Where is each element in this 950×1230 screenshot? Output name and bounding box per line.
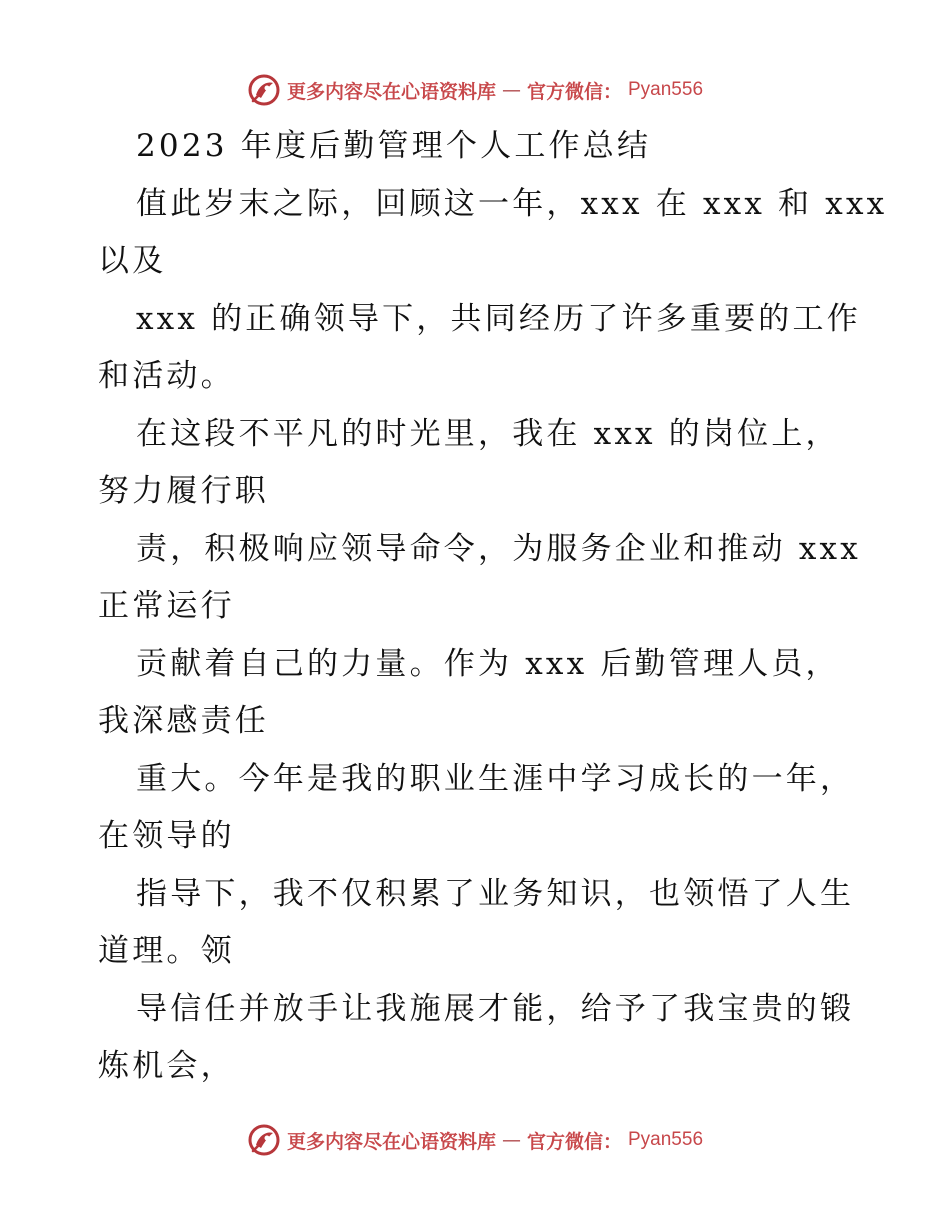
banner-separator: —: [501, 79, 521, 101]
header-banner: [0, 70, 950, 110]
text-line: xxx 的正确领导下，共同经历了许多重要的工作: [136, 300, 861, 337]
text-line: 责，积极响应领导命令，为服务企业和推动 xxx: [136, 530, 861, 567]
text-line: 炼机会，: [98, 1048, 235, 1084]
banner-text: 更多内容尽在心语资料库: [286, 80, 496, 103]
banner-wechat-id: Pyan556: [628, 79, 704, 100]
text-line: 重大。今年是我的职业生涯中学习成长的一年，: [136, 760, 855, 797]
banner-wechat-label: 官方微信：: [526, 80, 622, 103]
footer-banner: [0, 1120, 950, 1160]
text-line: 值此岁末之际，回顾这一年，xxx 在 xxx 和 xxx: [136, 185, 888, 222]
text-line: 导信任并放手让我施展才能，给予了我宝贵的锻: [136, 990, 855, 1027]
seal-logo-icon: [247, 1123, 281, 1157]
document-title: 2023 年度后勤管理个人工作总结: [136, 128, 652, 164]
text-line: 道理。领: [98, 933, 235, 969]
banner-text: 更多内容尽在心语资料库: [286, 1130, 496, 1153]
banner-separator: —: [501, 1129, 521, 1151]
seal-logo-icon: [247, 73, 281, 107]
text-line: 贡献着自己的力量。作为 xxx 后勤管理人员，: [136, 645, 840, 682]
text-line: 努力履行职: [98, 473, 269, 509]
banner-wechat-id: Pyan556: [628, 1129, 704, 1150]
text-line: 指导下，我不仅积累了业务知识，也领悟了人生: [136, 875, 855, 912]
banner-wechat-label: 官方微信：: [526, 1130, 622, 1153]
text-line: 在领导的: [98, 818, 235, 854]
text-line: 我深感责任: [98, 703, 269, 739]
text-line: 正常运行: [98, 588, 235, 624]
document-body: [98, 118, 888, 1096]
text-line: 和活动。: [98, 358, 235, 394]
text-line: 以及: [98, 243, 167, 279]
text-line: 在这段不平凡的时光里，我在 xxx 的岗位上，: [136, 415, 840, 452]
